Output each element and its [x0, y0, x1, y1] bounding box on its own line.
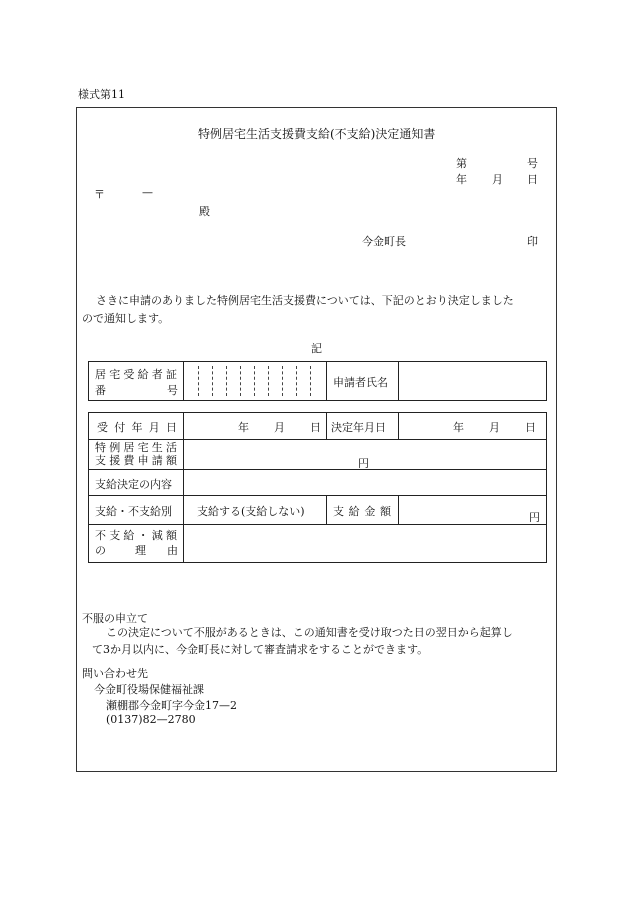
payment-type-label: 支給・不支給別: [95, 505, 172, 518]
applicant-name-field[interactable]: [399, 362, 545, 399]
body-line-1: さきに申請のありました特例居宅生活支援費については、下記のとおり決定しました: [96, 294, 514, 307]
decision-content-field[interactable]: [184, 470, 545, 494]
contact-office: 今金町役場保健福祉課: [94, 683, 204, 696]
requested-amount-field[interactable]: [184, 440, 545, 468]
payment-amount-field[interactable]: [399, 496, 545, 523]
decision-day: 日: [525, 421, 536, 434]
seal-mark: 印: [527, 235, 538, 248]
body-line-2: ので通知します。: [82, 312, 170, 325]
applicant-name-label: 申請者氏名: [333, 376, 388, 389]
decision-date-label: 決定年月日: [331, 421, 386, 434]
appeal-line-2: て3か月以内に、今金町長に対して審査請求をすることができます。: [92, 643, 429, 656]
payment-amount-yen: 円: [529, 511, 540, 524]
appeal-line-1: この決定について不服があるときは、この通知書を受け取つた日の翌日から起算し: [106, 626, 513, 639]
decision-year: 年: [453, 421, 464, 434]
issuer-name: 今金町長: [362, 235, 406, 248]
honorific: 殿: [199, 205, 210, 218]
decision-table: [88, 412, 547, 563]
contact-phone: (0137)82—2780: [106, 713, 196, 726]
postal-mark: 〒: [94, 188, 105, 201]
number-prefix: 第: [456, 157, 467, 170]
payment-amount-label: 支給金額: [333, 505, 391, 518]
receipt-month: 月: [274, 421, 285, 434]
receipt-day: 日: [310, 421, 321, 434]
receipt-year: 年: [238, 421, 249, 434]
reason-label-ri: 理: [135, 544, 146, 557]
appeal-heading: 不服の申立て: [82, 612, 148, 625]
reason-label-line1: 不支給・減額: [95, 529, 177, 542]
number-suffix: 号: [527, 157, 538, 170]
contact-address: 瀬棚郡今金町字今金17—2: [106, 699, 237, 712]
document-title: 特例居宅生活支援費支給(不支給)決定通知書: [198, 127, 436, 141]
form-number: 様式第11: [78, 88, 125, 101]
certificate-label-go: 号: [167, 384, 178, 397]
requested-amount-label-line1: 特例居宅生活: [95, 441, 177, 454]
certificate-table: [88, 361, 547, 401]
reason-field[interactable]: [184, 525, 545, 561]
requested-amount-yen: 円: [358, 457, 369, 470]
receipt-date-label: 受付年月日: [97, 421, 177, 434]
decision-content-label: 支給決定の内容: [95, 478, 172, 491]
header-month: 月: [492, 173, 503, 186]
header-year: 年: [456, 173, 467, 186]
header-day: 日: [527, 173, 538, 186]
ki-mark: 記: [311, 342, 322, 355]
certificate-label-line1: 居宅受給者証: [95, 368, 177, 381]
reason-label-yu: 由: [167, 544, 178, 557]
postal-dash: —: [142, 186, 153, 199]
reason-label-no: の: [95, 544, 106, 557]
certificate-label-ban: 番: [95, 384, 106, 397]
decision-month: 月: [489, 421, 500, 434]
contact-heading: 問い合わせ先: [82, 667, 148, 680]
requested-amount-label-line2: 支援費申請額: [95, 454, 177, 467]
payment-type-value[interactable]: 支給する(支給しない): [197, 505, 305, 518]
